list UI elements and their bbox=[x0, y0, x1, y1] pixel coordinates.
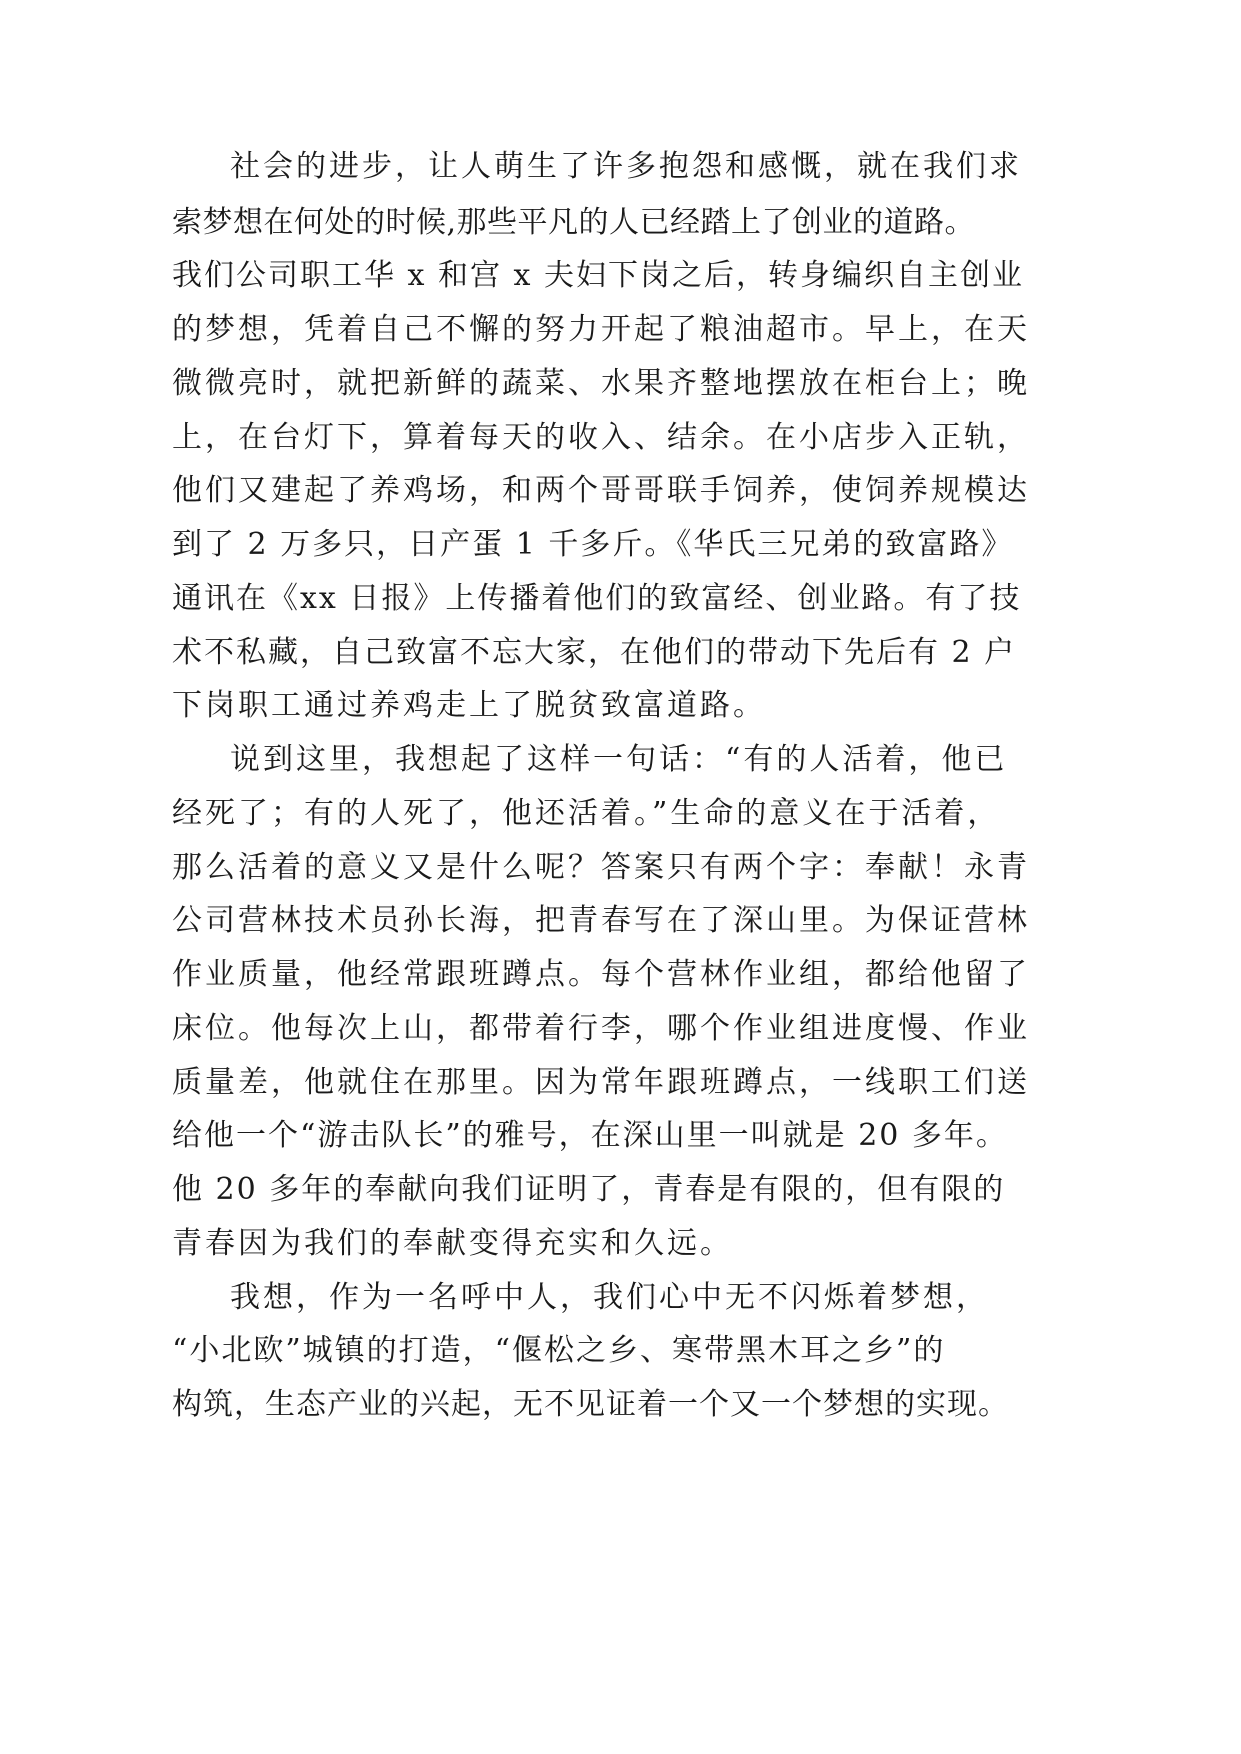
paragraph-1-line-11: 下岗职工通过养鸡走上了脱贫致富道路。 bbox=[172, 688, 766, 723]
paragraph-2-line-4: 公司营林技术员孙长海，把青春写在了深山里。为保证营林 bbox=[172, 903, 1030, 938]
paragraph-1-line-10: 术不私藏，自己致富不忘大家，在他们的带动下先后有 2 户 bbox=[172, 635, 1017, 670]
paragraph-1-line-7: 他们又建起了养鸡场，和两个哥哥联手饲养，使饲养规模达 bbox=[172, 473, 1030, 508]
paragraph-2-line-5: 作业质量，他经常跟班蹲点。每个营林作业组，都给他留了 bbox=[172, 957, 1030, 992]
paragraph-1-line-9: 通讯在《xx 日报》上传播着他们的致富经、创业路。有了技 bbox=[172, 581, 1022, 616]
paragraph-1-line-5: 微微亮时，就把新鲜的蔬菜、水果齐整地摆放在柜台上；晚 bbox=[172, 366, 1030, 401]
paragraph-2-line-8: 给他一个“游击队长”的雅号，在深山里一叫就是 20 多年。 bbox=[172, 1118, 1008, 1153]
paragraph-2-line-10: 青春因为我们的奉献变得充实和久远。 bbox=[172, 1226, 733, 1261]
paragraph-1-line-3: 我们公司职工华 x 和宫 x 夫妇下岗之后，转身编织自主创业 bbox=[172, 258, 1024, 293]
paragraph-1-line-2: 索梦想在何处的时候,那些平凡的人已经踏上了创业的道路。 bbox=[172, 205, 976, 240]
paragraph-2-line-9: 他 20 多年的奉献向我们证明了，青春是有限的，但有限的 bbox=[172, 1172, 1006, 1207]
paragraph-1-line-6: 上，在台灯下，算着每天的收入、结余。在小店步入正轨， bbox=[172, 420, 1030, 455]
paragraph-3-line-2: “小北欧”城镇的打造，“偃松之乡、寒带黑木耳之乡”的 bbox=[172, 1333, 946, 1368]
paragraph-1-line-8: 到了 2 万多只，日产蛋 1 千多斤。《华氏三兄弟的致富路》 bbox=[172, 527, 1014, 562]
paragraph-2-line-3: 那么活着的意义又是什么呢？答案只有两个字：奉献！永青 bbox=[172, 850, 1030, 885]
paragraph-2-line-7: 质量差，他就住在那里。因为常年跟班蹲点，一线职工们送 bbox=[172, 1065, 1030, 1100]
paragraph-3-line-3: 构筑，生态产业的兴起，无不见证着一个又一个梦想的实现。 bbox=[172, 1387, 1009, 1422]
paragraph-2-line-6: 床位。他每次上山，都带着行李，哪个作业组进度慢、作业 bbox=[172, 1011, 1030, 1046]
paragraph-2-line-1: 说到这里，我想起了这样一句话：“有的人活着，他已 bbox=[230, 742, 1008, 777]
paragraph-1-line-1: 社会的进步，让人萌生了许多抱怨和感慨，就在我们求 bbox=[230, 149, 1022, 184]
paragraph-3-line-1: 我想，作为一名呼中人，我们心中无不闪烁着梦想， bbox=[230, 1280, 989, 1315]
paragraph-1-line-4: 的梦想，凭着自己不懈的努力开起了粮油超市。早上，在天 bbox=[172, 312, 1030, 347]
paragraph-2-line-2: 经死了；有的人死了，他还活着。”生命的意义在于活着， bbox=[172, 796, 1001, 831]
